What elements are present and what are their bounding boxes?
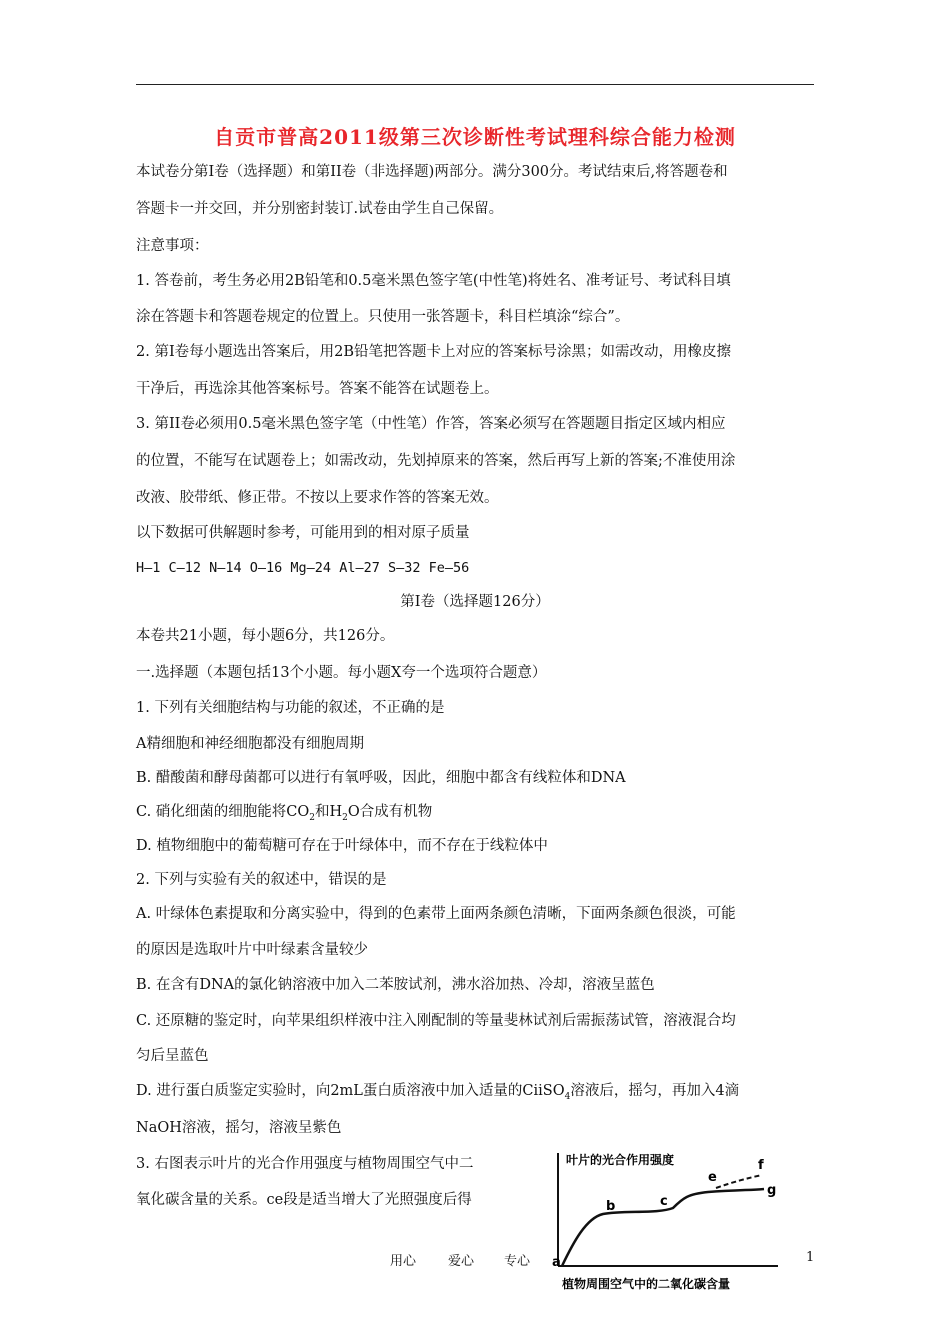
point-label-c: c — [660, 1194, 668, 1209]
question-1-option-c: C. 硝化细菌的细胞能将$CO_2$和$H_2O$合成有机物 — [136, 804, 433, 823]
section-title: 第I卷（选择题126分） — [400, 594, 550, 610]
point-label-g: g — [767, 1183, 777, 1198]
page-number: 1 — [806, 1250, 815, 1265]
note-line: 干净后，再选涂其他答案标号。答案不能答在试题卷上。 — [136, 381, 499, 397]
curve-ef-dashed — [716, 1175, 762, 1188]
question-1-option-b: B. 醋酸菌和酵母菌都可以进行有氧呼吸，因此，细胞中都含有线粒体和DNA — [136, 770, 626, 786]
intro-line-1: 本试卷分第I卷（选择题）和第II卷（非选择题)两部分。满分300分。考试结束后,将答题卷和 — [136, 164, 728, 180]
note-line: 3. 第II卷必须用0.5毫米黑色签字笔（中性笔）作答，答案必须写在答题题目指定区域内相应 — [136, 416, 726, 432]
figure-x-label: 植物周围空气中的二氧化碳含量 — [562, 1277, 731, 1291]
note-line: 1. 答卷前，考生务必用2B铅笔和0.5毫米黑色签字笔(中性笔)将姓名、准考证号、考试科目填 — [136, 273, 731, 289]
question-2-option-a-cont: 的原因是选取叶片中叶绿素含量较少 — [136, 942, 368, 958]
notes-heading: 注意事项： — [136, 238, 209, 254]
note-line: 2. 第I卷每小题选出答案后，用2B铅笔把答题卡上对应的答案标号涂黑；如需改动，用橡皮擦 — [136, 344, 732, 360]
atomic-mass-intro: 以下数据可供解题时参考，可能用到的相对原子质量 — [136, 525, 470, 541]
question-1-option-d: D. 植物细胞中的葡萄糖可存在于叶绿体中，而不存在于线粒体中 — [136, 838, 548, 854]
footer-slogan-3: 专心 — [504, 1254, 531, 1269]
question-3-line-2: 氧化碳含量的关系。ce段是适当增大了光照强度后得 — [136, 1192, 472, 1208]
point-label-b: b — [606, 1199, 616, 1214]
point-label-e: e — [708, 1170, 717, 1185]
footer-slogan-2: 爱心 — [448, 1254, 475, 1269]
question-2-option-c: C. 还原糖的鉴定时，向苹果组织样液中注入刚配制的等量斐林试剂后需振荡试管，溶液混合均 — [136, 1013, 736, 1029]
intro-line-2: 答题卡一并交回，并分别密封装订.试卷由学生自己保留。 — [136, 201, 504, 217]
question-1-stem: 1. 下列有关细胞结构与功能的叙述，不正确的是 — [136, 700, 445, 716]
note-line: 涂在答题卡和答题卷规定的位置上。只使用一张答题卡，科目栏填涂“综合”。 — [136, 309, 630, 325]
figure-y-label: 叶片的光合作用强度 — [566, 1153, 675, 1167]
question-2-option-d: D. 进行蛋白质鉴定实验时，向2mL蛋白质溶液中加入适量的CiiSO$_4$溶液后，摇匀，再加入4滴 — [136, 1083, 740, 1102]
section-info: 本卷共21小题，每小题6分，共126分。 — [136, 628, 395, 644]
question-1-option-a: A精细胞和神经细胞都没有细胞周期 — [136, 736, 364, 752]
part-heading: 一.选择题（本题包括13个小题。每小题X夸一个选项符合题意） — [136, 665, 547, 681]
point-label-f: f — [758, 1158, 764, 1173]
question-3-line-1: 3. 右图表示叶片的光合作用强度与植物周围空气中二 — [136, 1156, 474, 1172]
note-line: 的位置，不能写在试题卷上；如需改动，先划掉原来的答案，然后再写上新的答案;不准使用涂 — [136, 453, 736, 469]
atomic-masses: H—1 C—12 N—14 O—16 Mg—24 Al—27 S—32 Fe—56 — [136, 560, 470, 576]
point-label-a: a — [552, 1255, 561, 1270]
question-2-stem: 2. 下列与实验有关的叙述中，错误的是 — [136, 872, 387, 888]
question-2-option-d-cont: NaOH溶液，摇匀，溶液呈紫色 — [136, 1120, 342, 1136]
note-line: 改液、胶带纸、修正带。不按以上要求作答的答案无效。 — [136, 490, 499, 506]
footer-slogan-1: 用心 — [390, 1254, 417, 1269]
header-rule — [136, 84, 814, 85]
question-2-option-b: B. 在含有DNA的氯化钠溶液中加入二苯胺试剂，沸水浴加热、冷却，溶液呈蓝色 — [136, 977, 655, 993]
question-2-option-c-cont: 匀后呈蓝色 — [136, 1048, 209, 1064]
photosynthesis-co2-figure — [548, 1148, 788, 1298]
page-title: 自贡市普高2011级第三次诊断性考试理科综合能力检测 — [214, 125, 736, 149]
question-2-option-a: A. 叶绿体色素提取和分离实验中，得到的色素带上面两条颜色清晰，下面两条颜色很淡，可能 — [136, 906, 736, 922]
